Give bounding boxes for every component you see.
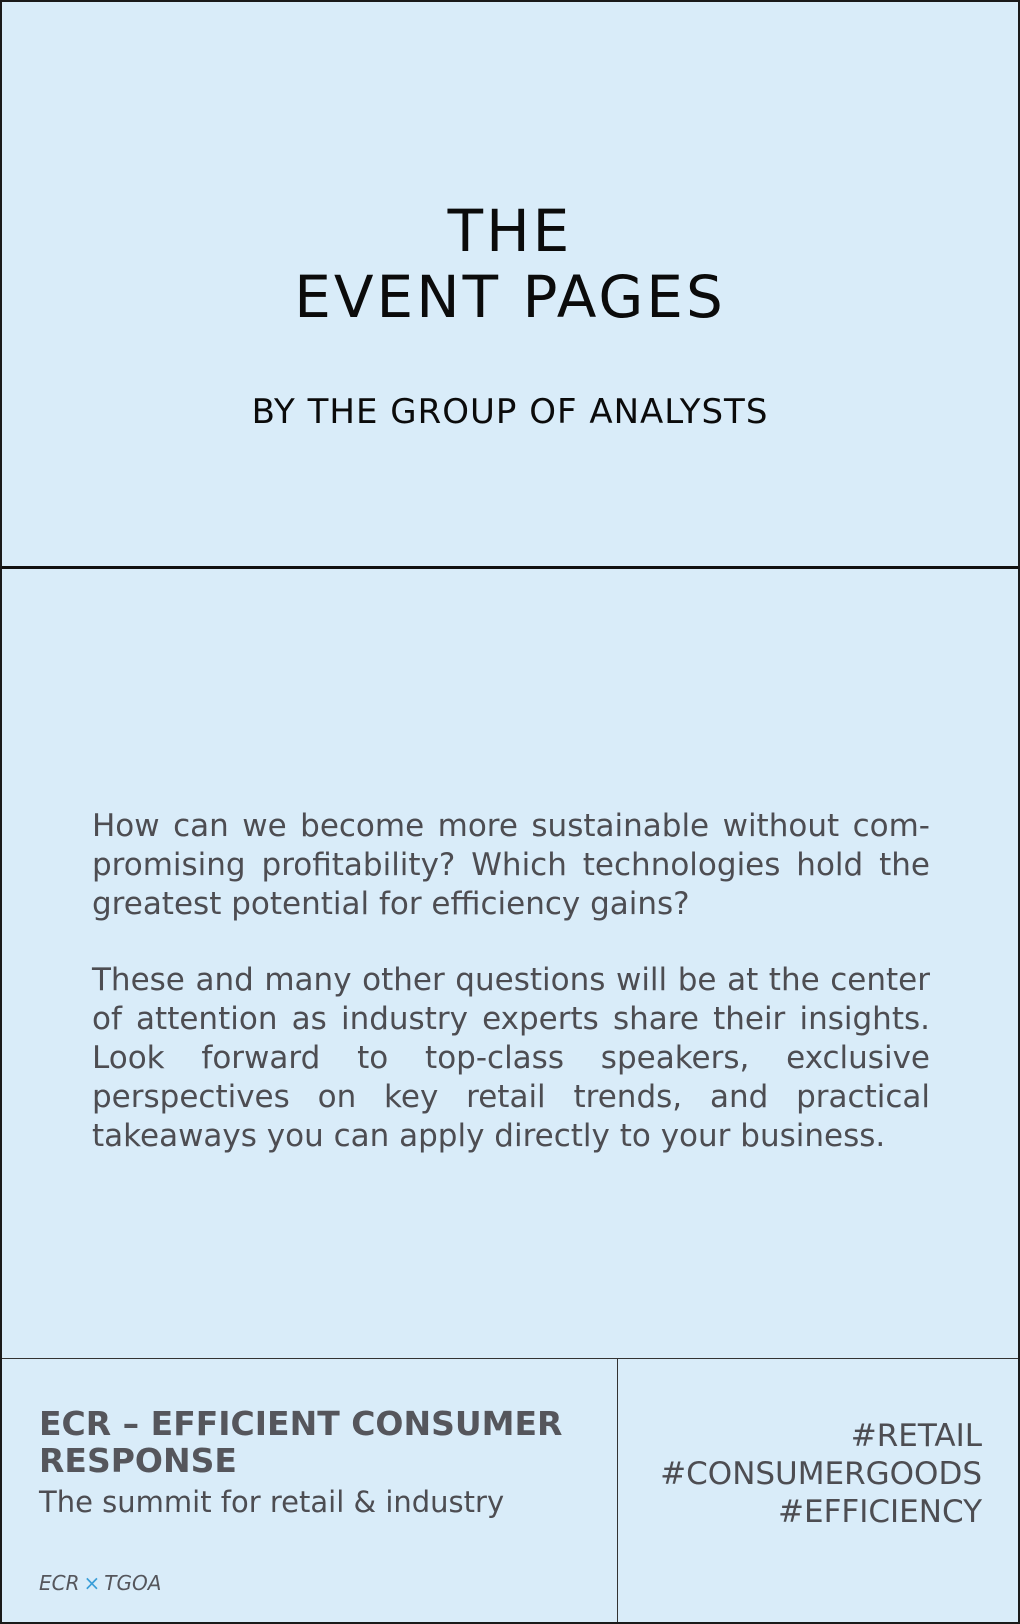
description xyxy=(92,807,930,1156)
brand-line xyxy=(39,1571,161,1595)
footer-section xyxy=(2,1358,1018,1622)
description-paragraph-1: How can we become more sustainable without com-promising profitability? Which technologies hold the greatest potential for efficiency gains? xyxy=(92,808,930,922)
hashtag-item: #CONSUMERGOODS xyxy=(660,1456,982,1492)
header-section xyxy=(2,2,1018,569)
footer-event-info xyxy=(2,1359,618,1623)
brand-tgoa: TGOA xyxy=(104,1571,162,1595)
page-subtitle: BY THE GROUP OF ANALYSTS xyxy=(251,392,769,432)
hashtag-item: #EFFICIENCY xyxy=(778,1494,982,1530)
description-paragraph-2: These and many other questions will be at the center of attention as industry experts share their insights. Look forward to top-class speakers, exclusive perspectives on key retail trends, and practical takeaways you can apply directly to your business. xyxy=(92,962,930,1154)
event-tagline: The summit for retail & industry xyxy=(39,1485,505,1519)
title-line-2: EVENT PAGES xyxy=(294,263,726,331)
hashtag-item: #RETAIL xyxy=(850,1418,982,1454)
brand-ecr: ECR xyxy=(39,1571,80,1595)
hashtag-list xyxy=(660,1417,982,1531)
page-title xyxy=(2,198,1018,330)
event-name: ECR – EFFICIENT CONSUMER RESPONSE xyxy=(39,1404,563,1480)
title-line-1: THE xyxy=(447,197,573,265)
brand-cross-icon: × xyxy=(83,1571,101,1595)
